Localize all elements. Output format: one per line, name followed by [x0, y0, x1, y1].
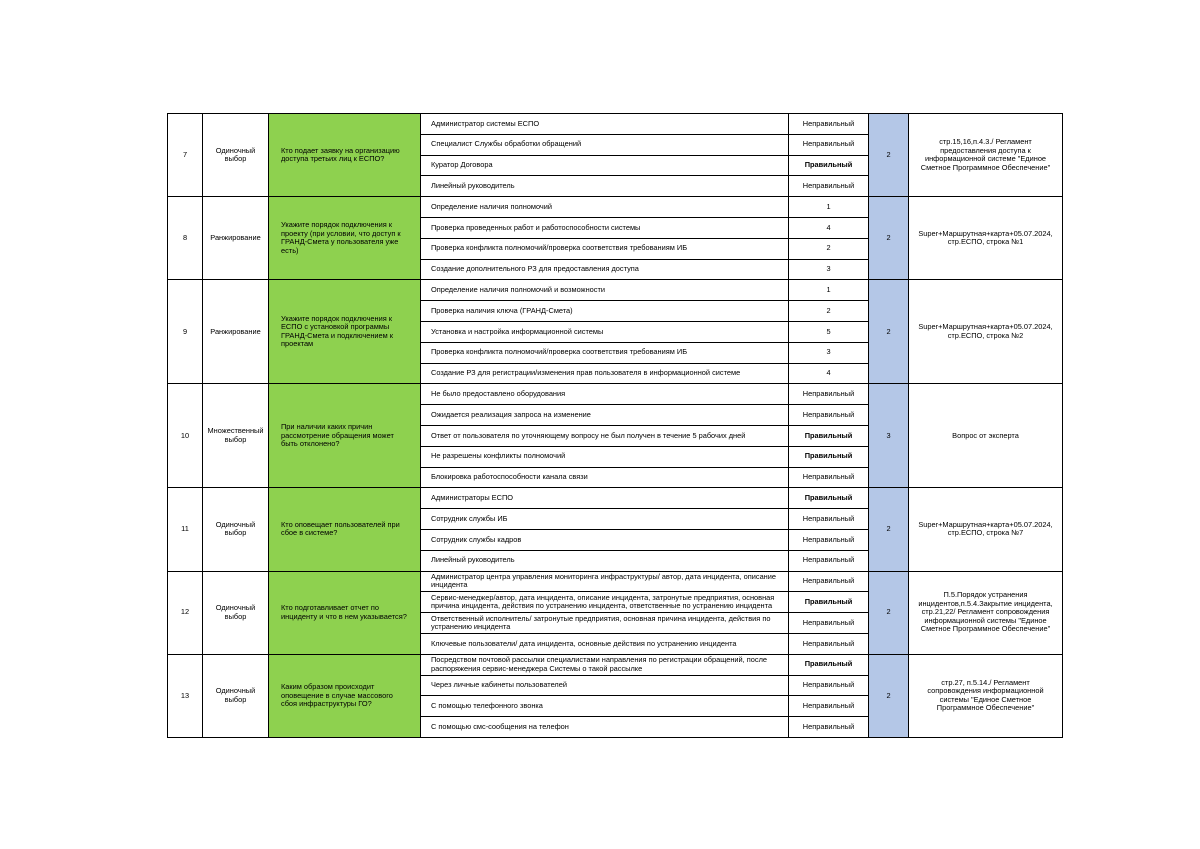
answer-option: Создание РЗ для регистрации/изменения прав пользователя в информационной системе	[421, 363, 789, 384]
question-text: Кто подает заявку на организацию доступа третьих лиц к ЕСПО?	[269, 114, 421, 197]
table-row	[168, 654, 1063, 675]
answer-result: 4	[789, 363, 869, 384]
question-score: 2	[869, 571, 909, 654]
answer-result: Неправильный	[789, 509, 869, 530]
answer-result: 5	[789, 321, 869, 342]
answer-option: С помощью телефонного звонка	[421, 696, 789, 717]
answer-option: Сотрудник службы ИБ	[421, 509, 789, 530]
answer-option: Посредством почтовой рассылки специалистами направления по регистрации обращений, после распоряжения сервис-менеджера Системы о такой рассылке	[421, 654, 789, 675]
answer-option: Не разрешены конфликты полномочий	[421, 446, 789, 467]
question-text: При наличии каких причин рассмотрение обращения может быть отклонено?	[269, 384, 421, 488]
answer-option: Ответственный исполнитель/ затронутые предприятия, основная причина инцидента, действия по устранению инцидента	[421, 613, 789, 634]
answer-result: Неправильный	[789, 696, 869, 717]
question-number: 9	[168, 280, 203, 384]
answer-result: 3	[789, 342, 869, 363]
answer-result: Неправильный	[789, 176, 869, 197]
question-type: Одиночный выбор	[203, 654, 269, 737]
answer-result: Неправильный	[789, 675, 869, 696]
question-type: Одиночный выбор	[203, 114, 269, 197]
answer-option: Блокировка работоспособности канала связи	[421, 467, 789, 488]
question-number: 8	[168, 197, 203, 280]
answer-result: 3	[789, 259, 869, 280]
answer-result: 2	[789, 238, 869, 259]
answer-result: 1	[789, 197, 869, 218]
answer-option: Проверка наличия ключа (ГРАНД-Смета)	[421, 301, 789, 322]
question-score: 3	[869, 384, 909, 488]
answer-option: Создание дополнительного РЗ для предоставления доступа	[421, 259, 789, 280]
question-source: П.5.Порядок устранения инцидентов,п.5.4.Закрытие инцидента, стр.21,22/ Регламент сопровождения информационной системы "Единое Сметное Программное Обеспечение"	[909, 571, 1063, 654]
answer-result: Неправильный	[789, 134, 869, 155]
answer-option: Определение наличия полномочий	[421, 197, 789, 218]
answer-option: Администраторы ЕСПО	[421, 488, 789, 509]
answer-result: Правильный	[789, 425, 869, 446]
answer-option: Куратор Договора	[421, 155, 789, 176]
answer-result: Неправильный	[789, 114, 869, 135]
answer-result: Неправильный	[789, 633, 869, 654]
answer-option: Линейный руководитель	[421, 176, 789, 197]
answer-option: Ключевые пользователи/ дата инцидента, основные действия по устранению инцидента	[421, 633, 789, 654]
answer-result: Правильный	[789, 488, 869, 509]
answer-option: С помощью смс-сообщения на телефон	[421, 717, 789, 738]
answer-option: Администратор системы ЕСПО	[421, 114, 789, 135]
question-type: Ранжирование	[203, 197, 269, 280]
answer-result: Неправильный	[789, 571, 869, 592]
question-text: Укажите порядок подключения к проекту (при условии, что доступ к ГРАНД-Смета у пользователя уже есть)	[269, 197, 421, 280]
question-score: 2	[869, 654, 909, 737]
question-type: Множественный выбор	[203, 384, 269, 488]
question-type: Ранжирование	[203, 280, 269, 384]
question-number: 13	[168, 654, 203, 737]
table-row	[168, 384, 1063, 405]
table-row	[168, 280, 1063, 301]
question-number: 11	[168, 488, 203, 571]
answer-result: 4	[789, 217, 869, 238]
question-source: Super+Маршрутная+карта+05.07.2024, стр.ЕСПО, строка №7	[909, 488, 1063, 571]
question-score: 2	[869, 114, 909, 197]
answer-result: Правильный	[789, 446, 869, 467]
answer-option: Через личные кабинеты пользователей	[421, 675, 789, 696]
answer-result: Неправильный	[789, 384, 869, 405]
answer-option: Ожидается реализация запроса на изменение	[421, 405, 789, 426]
answer-option: Специалист Службы обработки обращений	[421, 134, 789, 155]
question-source: Вопрос от эксперта	[909, 384, 1063, 488]
answer-result: Неправильный	[789, 405, 869, 426]
answer-option: Ответ от пользователя по уточняющему вопросу не был получен в течение 5 рабочих дней	[421, 425, 789, 446]
question-source: Super+Маршрутная+карта+05.07.2024, стр.ЕСПО, строка №1	[909, 197, 1063, 280]
answer-option: Проверка конфликта полномочий/проверка соответствия требованиям ИБ	[421, 342, 789, 363]
question-source: стр.27, п.5.14./ Регламент сопровождения информационной системы "Единое Сметное Программное Обеспечение"	[909, 654, 1063, 737]
question-score: 2	[869, 197, 909, 280]
answer-option: Сотрудник службы кадров	[421, 529, 789, 550]
question-number: 12	[168, 571, 203, 654]
answer-option: Администратор центра управления мониторинга инфраструктуры/ автор, дата инцидента, описание инцидента	[421, 571, 789, 592]
question-score: 2	[869, 488, 909, 571]
answer-result: 2	[789, 301, 869, 322]
answer-option: Сервис-менеджер/автор, дата инцидента, описание инцидента, затронутые предприятия, основная причина инцидента, действия по устранению инцидента, ответственные по устранению инцидента	[421, 592, 789, 613]
question-text: Каким образом происходит оповещение в случае массового сбоя инфраструктуры ГО?	[269, 654, 421, 737]
question-type: Одиночный выбор	[203, 488, 269, 571]
answer-option: Определение наличия полномочий и возможности	[421, 280, 789, 301]
question-number: 10	[168, 384, 203, 488]
answer-result: Неправильный	[789, 613, 869, 634]
answer-option: Проверка проведенных работ и работоспособности системы	[421, 217, 789, 238]
answer-option: Проверка конфликта полномочий/проверка соответствия требованиям ИБ	[421, 238, 789, 259]
question-text: Кто оповещает пользователей при сбое в системе?	[269, 488, 421, 571]
answer-result: 1	[789, 280, 869, 301]
answer-option: Линейный руководитель	[421, 550, 789, 571]
answer-result: Неправильный	[789, 529, 869, 550]
question-source: Super+Маршрутная+карта+05.07.2024, стр.ЕСПО, строка №2	[909, 280, 1063, 384]
table-row	[168, 488, 1063, 509]
questions-table	[167, 113, 1063, 738]
table-row	[168, 114, 1063, 135]
question-source: стр.15,16,п.4.3./ Регламент предоставления доступа к информационной системе "Единое Сметное Программное Обеспечение"	[909, 114, 1063, 197]
question-text: Укажите порядок подключения к ЕСПО с установкой программы ГРАНД-Смета и подключением к проектам	[269, 280, 421, 384]
answer-result: Правильный	[789, 654, 869, 675]
answer-result: Неправильный	[789, 467, 869, 488]
table-row	[168, 197, 1063, 218]
answer-option: Установка и настройка информационной системы	[421, 321, 789, 342]
table-row	[168, 571, 1063, 592]
answer-result: Неправильный	[789, 717, 869, 738]
question-text: Кто подготавливает отчет по инциденту и что в нем указывается?	[269, 571, 421, 654]
question-score: 2	[869, 280, 909, 384]
answer-option: Не было предоставлено оборудования	[421, 384, 789, 405]
answer-result: Правильный	[789, 592, 869, 613]
question-number: 7	[168, 114, 203, 197]
answer-result: Неправильный	[789, 550, 869, 571]
question-type: Одиночный выбор	[203, 571, 269, 654]
answer-result: Правильный	[789, 155, 869, 176]
